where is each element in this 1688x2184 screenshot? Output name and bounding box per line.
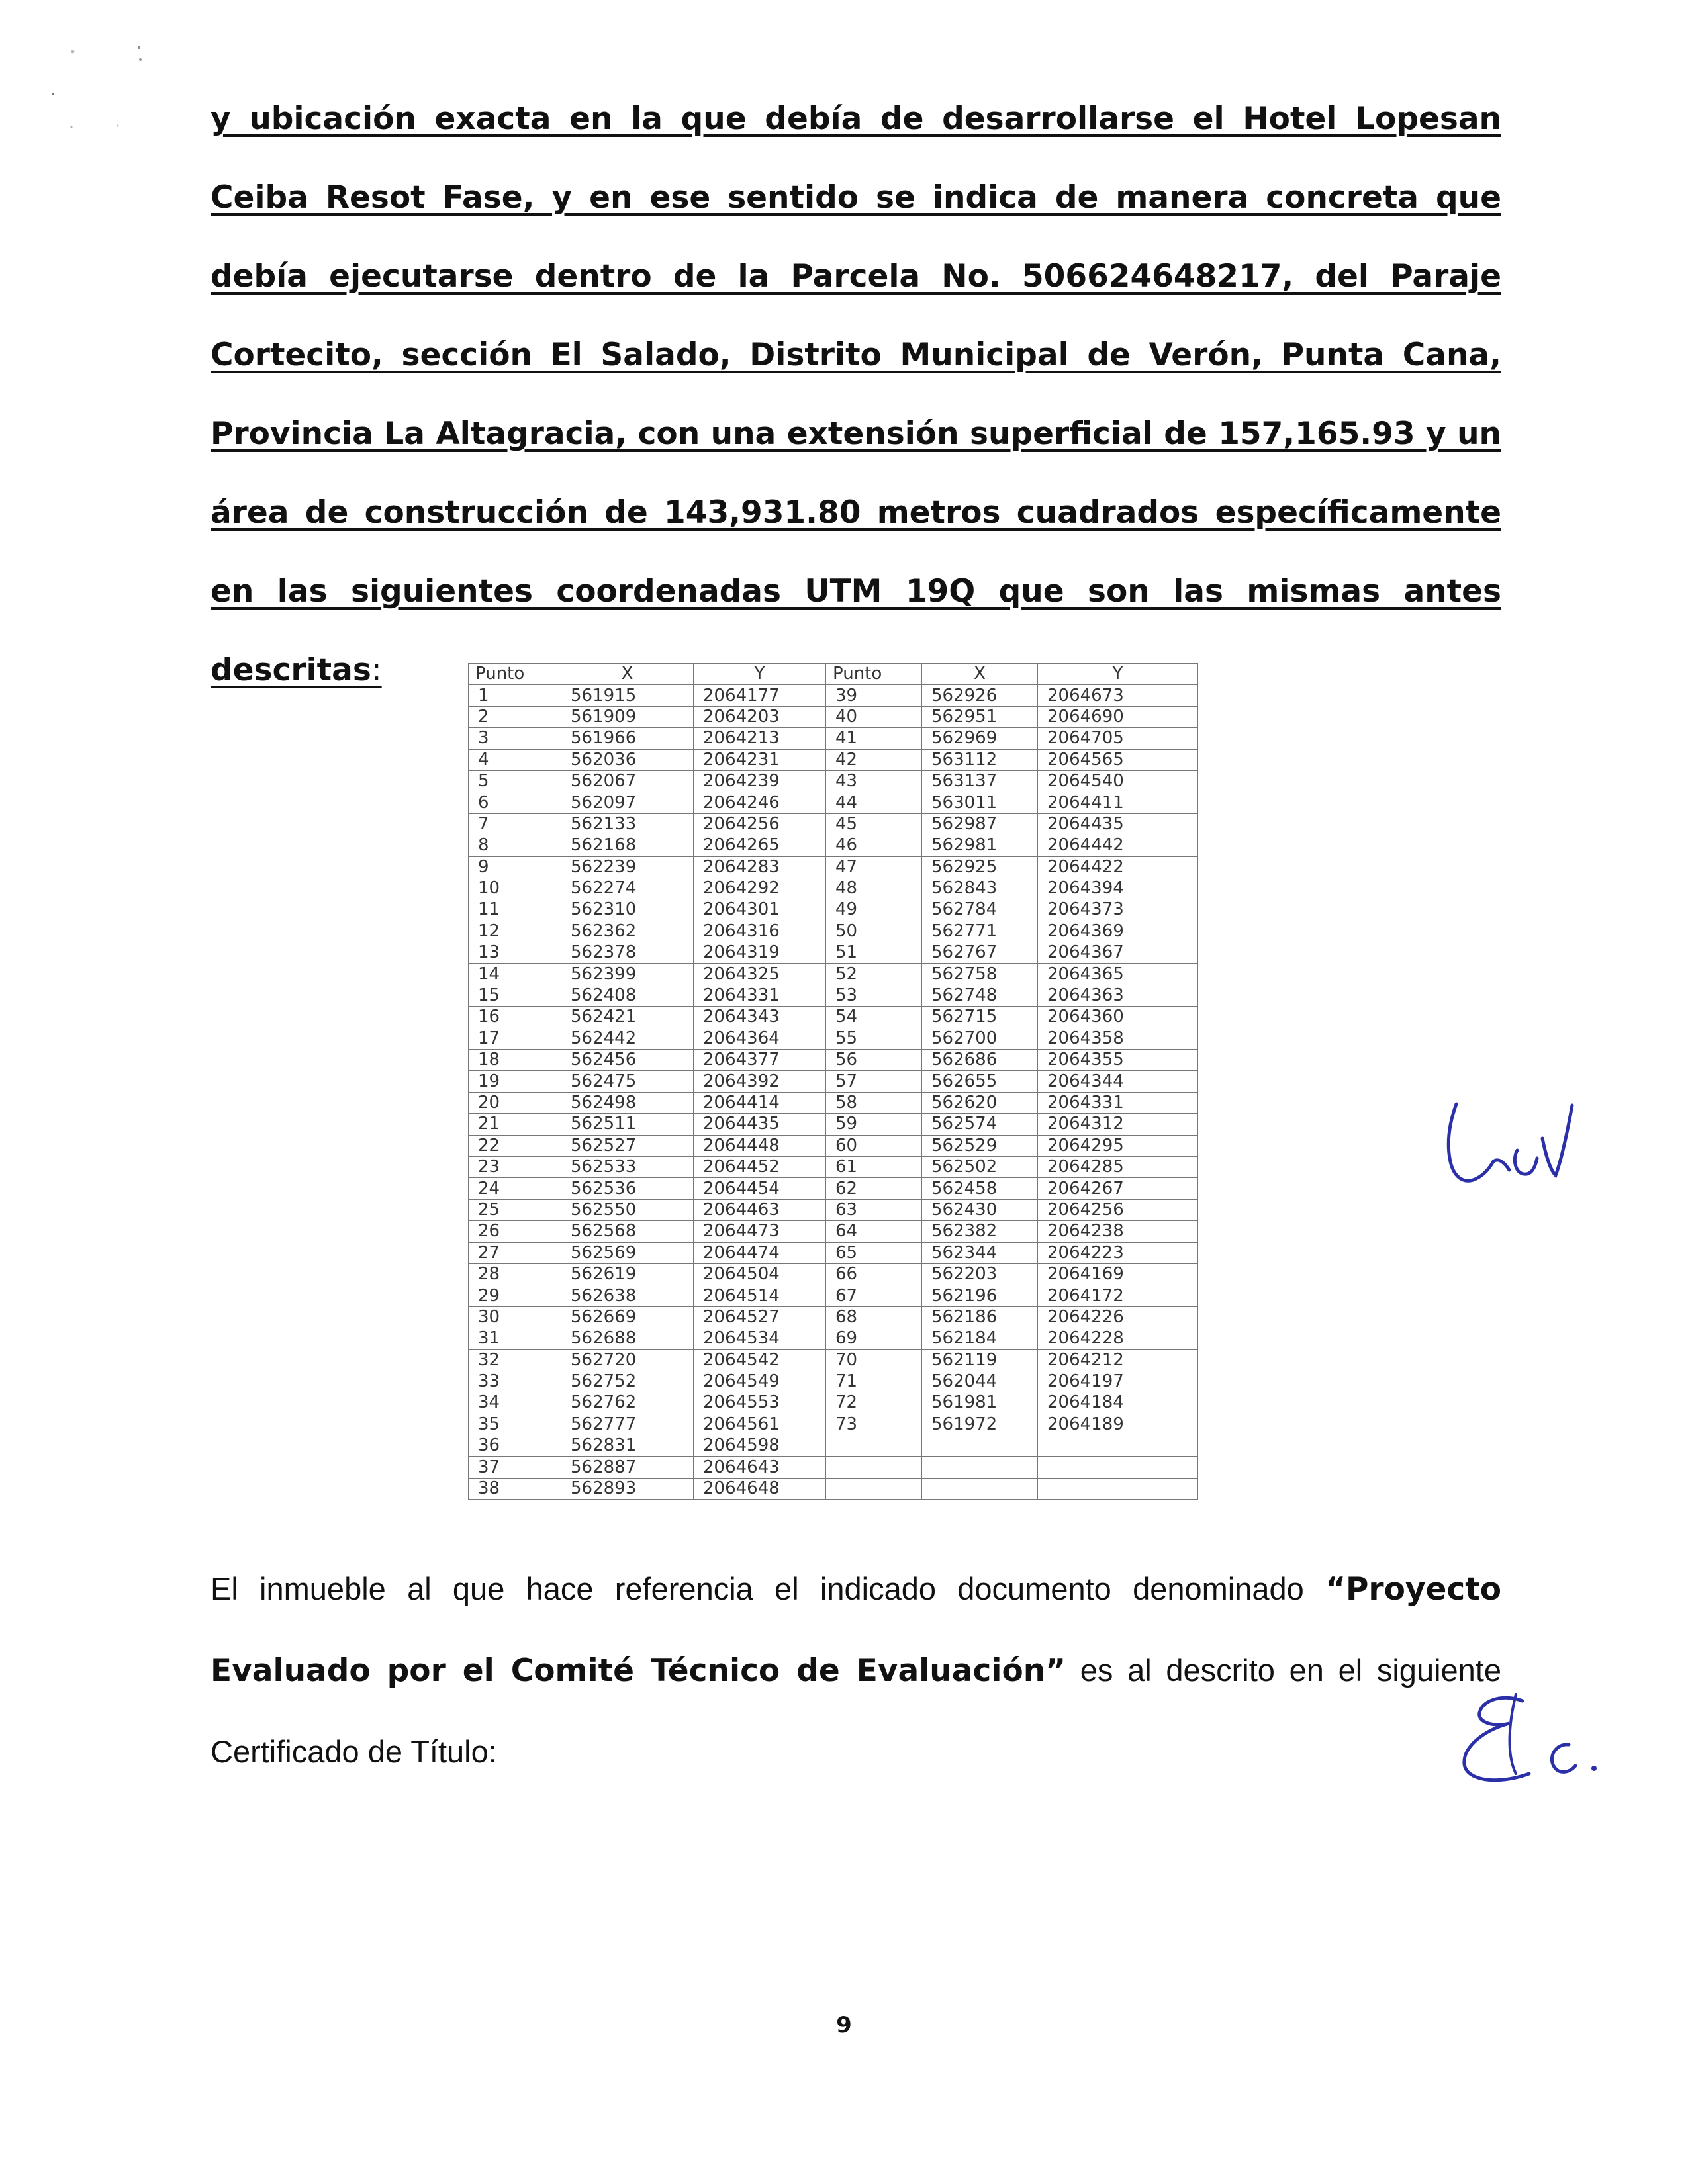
cell-x: 562784 (922, 899, 1038, 921)
cell-x: 562843 (922, 878, 1038, 899)
table-row (469, 921, 1198, 942)
cell-x: 562421 (561, 1007, 694, 1028)
table-row (469, 770, 1198, 792)
cell-y: 2064360 (1038, 1007, 1198, 1028)
cell-x: 562574 (922, 1114, 1038, 1135)
page-number: 9 (836, 2012, 852, 2038)
cell-x: 562951 (922, 706, 1038, 727)
table-row (469, 1135, 1198, 1156)
table-row (469, 813, 1198, 835)
cell-x: 562777 (561, 1414, 694, 1435)
cell-punto: 14 (469, 964, 561, 985)
cell-punto (826, 1478, 922, 1499)
cell-punto (826, 1457, 922, 1478)
cell-x: 562569 (561, 1242, 694, 1263)
cell-x: 562771 (922, 921, 1038, 942)
header-punto: Punto (826, 664, 922, 685)
cell-x (922, 1478, 1038, 1499)
handwritten-initials-upper (1436, 1092, 1595, 1211)
cell-y: 2064301 (694, 899, 826, 921)
cell-y: 2064553 (694, 1392, 826, 1414)
table-row (469, 899, 1198, 921)
cell-y: 2064184 (1038, 1392, 1198, 1414)
cell-punto: 65 (826, 1242, 922, 1263)
cell-y: 2064265 (694, 835, 826, 856)
cell-y: 2064648 (694, 1478, 826, 1499)
cell-punto: 18 (469, 1050, 561, 1071)
cell-x: 562686 (922, 1050, 1038, 1071)
cell-y: 2064239 (694, 770, 826, 792)
cell-y: 2064367 (1038, 942, 1198, 964)
cell-punto: 70 (826, 1349, 922, 1371)
cell-y: 2064358 (1038, 1028, 1198, 1049)
cell-x: 561909 (561, 706, 694, 727)
cell-y: 2064474 (694, 1242, 826, 1263)
cell-y: 2064292 (694, 878, 826, 899)
cell-x: 562168 (561, 835, 694, 856)
cell-punto: 20 (469, 1092, 561, 1113)
cell-punto: 29 (469, 1285, 561, 1306)
cell-x: 561915 (561, 685, 694, 706)
cell-y: 2064197 (1038, 1371, 1198, 1392)
cell-x: 562700 (922, 1028, 1038, 1049)
cell-punto: 59 (826, 1114, 922, 1135)
cell-punto: 34 (469, 1392, 561, 1414)
cell-y: 2064285 (1038, 1156, 1198, 1177)
table-row (469, 792, 1198, 813)
cell-x: 562239 (561, 856, 694, 878)
cell-y: 2064238 (1038, 1221, 1198, 1242)
cell-x: 563011 (922, 792, 1038, 813)
cell-y: 2064504 (694, 1263, 826, 1285)
paragraph-bottom-bold: “Proyecto Evaluado por el Comité Técnico de Evaluación” (211, 1571, 1501, 1689)
cell-punto: 55 (826, 1028, 922, 1049)
cell-x: 562758 (922, 964, 1038, 985)
cell-x: 562620 (922, 1092, 1038, 1113)
cell-punto: 28 (469, 1263, 561, 1285)
cell-x: 562408 (561, 985, 694, 1006)
cell-punto: 3 (469, 728, 561, 749)
cell-y: 2064256 (1038, 1199, 1198, 1220)
cell-punto: 67 (826, 1285, 922, 1306)
cell-punto: 44 (826, 792, 922, 813)
cell-x: 562720 (561, 1349, 694, 1371)
cell-y: 2064231 (694, 749, 826, 770)
cell-punto: 21 (469, 1114, 561, 1135)
cell-y: 2064267 (1038, 1178, 1198, 1199)
cell-x: 562669 (561, 1306, 694, 1328)
cell-x: 562362 (561, 921, 694, 942)
cell-x: 561972 (922, 1414, 1038, 1435)
cell-y: 2064598 (694, 1435, 826, 1457)
table-row (469, 878, 1198, 899)
cell-x: 562097 (561, 792, 694, 813)
cell-y: 2064365 (1038, 964, 1198, 985)
cell-punto: 36 (469, 1435, 561, 1457)
table-row (469, 1328, 1198, 1349)
table-row (469, 749, 1198, 770)
cell-punto: 30 (469, 1306, 561, 1328)
cell-punto: 13 (469, 942, 561, 964)
cell-y: 2064549 (694, 1371, 826, 1392)
cell-y: 2064316 (694, 921, 826, 942)
cell-x: 562036 (561, 749, 694, 770)
cell-y: 2064312 (1038, 1114, 1198, 1135)
cell-punto: 42 (826, 749, 922, 770)
cell-x: 562533 (561, 1156, 694, 1177)
cell-x: 562196 (922, 1285, 1038, 1306)
paragraph-top (211, 79, 1501, 709)
cell-y: 2064295 (1038, 1135, 1198, 1156)
cell-punto: 51 (826, 942, 922, 964)
cell-x (922, 1457, 1038, 1478)
paragraph-top-text: y ubicación exacta en la que debía de desarrollarse el Hotel Lopesan Ceiba Resot Fase, y en ese sentido se indica de manera concreta que debía ejecutarse dentro de la Parcela No. 506624648217, del Paraje Cortecito, sección El Salado, Distrito Municipal de Verón, Punta Cana, Provincia La Altagracia, con una extensión superficial de 157,165.93 y un área de construcción de 143,931.80 metros cuadrados específicamente en las siguientes coordenadas UTM 19Q que son las mismas antes descritas (211, 101, 1501, 688)
cell-x: 562762 (561, 1392, 694, 1414)
cell-punto: 8 (469, 835, 561, 856)
cell-punto: 4 (469, 749, 561, 770)
cell-y: 2064473 (694, 1221, 826, 1242)
cell-punto: 1 (469, 685, 561, 706)
cell-y: 2064673 (1038, 685, 1198, 706)
cell-y (1038, 1457, 1198, 1478)
table-row (469, 706, 1198, 727)
cell-x: 562458 (922, 1178, 1038, 1199)
cell-x: 562987 (922, 813, 1038, 835)
cell-x (922, 1435, 1038, 1457)
handwritten-initials-lower (1443, 1681, 1615, 1800)
table-row (469, 1007, 1198, 1028)
cell-y: 2064369 (1038, 921, 1198, 942)
cell-y: 2064177 (694, 685, 826, 706)
header-punto: Punto (469, 664, 561, 685)
cell-x: 562502 (922, 1156, 1038, 1177)
cell-punto: 52 (826, 964, 922, 985)
table-row (469, 1092, 1198, 1113)
cell-y: 2064534 (694, 1328, 826, 1349)
cell-y: 2064228 (1038, 1328, 1198, 1349)
cell-y: 2064223 (1038, 1242, 1198, 1263)
cell-punto: 17 (469, 1028, 561, 1049)
cell-punto: 22 (469, 1135, 561, 1156)
table-row (469, 1178, 1198, 1199)
cell-x: 562133 (561, 813, 694, 835)
cell-x: 562044 (922, 1371, 1038, 1392)
table-row (469, 1349, 1198, 1371)
table-row (469, 856, 1198, 878)
cell-punto: 35 (469, 1414, 561, 1435)
cell-punto: 61 (826, 1156, 922, 1177)
cell-y: 2064325 (694, 964, 826, 985)
header-y: Y (1038, 664, 1198, 685)
cell-x: 562568 (561, 1221, 694, 1242)
cell-x: 562655 (922, 1071, 1038, 1092)
header-y: Y (694, 664, 826, 685)
cell-y: 2064414 (694, 1092, 826, 1113)
cell-x: 562767 (922, 942, 1038, 964)
cell-y: 2064373 (1038, 899, 1198, 921)
cell-x: 562527 (561, 1135, 694, 1156)
cell-y: 2064527 (694, 1306, 826, 1328)
table-row (469, 1392, 1198, 1414)
cell-x: 562344 (922, 1242, 1038, 1263)
cell-punto: 7 (469, 813, 561, 835)
cell-punto: 71 (826, 1371, 922, 1392)
cell-punto: 43 (826, 770, 922, 792)
cell-x: 562310 (561, 899, 694, 921)
cell-y: 2064643 (694, 1457, 826, 1478)
cell-punto: 10 (469, 878, 561, 899)
header-x: X (561, 664, 694, 685)
table-row (469, 1156, 1198, 1177)
cell-y: 2064435 (1038, 813, 1198, 835)
cell-y: 2064690 (1038, 706, 1198, 727)
cell-y: 2064422 (1038, 856, 1198, 878)
table-row (469, 1285, 1198, 1306)
cell-x: 562399 (561, 964, 694, 985)
paragraph-bottom-part2: es al descrito en el siguiente Certificado de Título: (211, 1653, 1501, 1769)
cell-x: 562203 (922, 1263, 1038, 1285)
cell-x: 561981 (922, 1392, 1038, 1414)
cell-x: 562969 (922, 728, 1038, 749)
cell-y: 2064392 (694, 1071, 826, 1092)
cell-y: 2064343 (694, 1007, 826, 1028)
cell-y: 2064363 (1038, 985, 1198, 1006)
cell-y: 2064448 (694, 1135, 826, 1156)
scan-specks (40, 33, 159, 139)
cell-y: 2064705 (1038, 728, 1198, 749)
cell-punto: 40 (826, 706, 922, 727)
table-row (469, 1478, 1198, 1499)
cell-x: 562184 (922, 1328, 1038, 1349)
cell-punto: 63 (826, 1199, 922, 1220)
table-row (469, 1199, 1198, 1220)
table-row (469, 835, 1198, 856)
cell-punto: 46 (826, 835, 922, 856)
cell-y: 2064213 (694, 728, 826, 749)
cell-x: 562550 (561, 1199, 694, 1220)
cell-punto: 11 (469, 899, 561, 921)
cell-y: 2064561 (694, 1414, 826, 1435)
cell-x: 562186 (922, 1306, 1038, 1328)
cell-punto: 48 (826, 878, 922, 899)
paragraph-bottom (211, 1549, 1501, 1792)
cell-punto: 39 (826, 685, 922, 706)
cell-y: 2064319 (694, 942, 826, 964)
table-row (469, 1371, 1198, 1392)
cell-x: 562748 (922, 985, 1038, 1006)
cell-y: 2064435 (694, 1114, 826, 1135)
cell-y (1038, 1435, 1198, 1457)
table-row (469, 1263, 1198, 1285)
cell-x: 563137 (922, 770, 1038, 792)
cell-punto: 26 (469, 1221, 561, 1242)
cell-punto: 19 (469, 1071, 561, 1092)
cell-y: 2064442 (1038, 835, 1198, 856)
cell-x: 563112 (922, 749, 1038, 770)
cell-x: 562382 (922, 1221, 1038, 1242)
cell-punto: 62 (826, 1178, 922, 1199)
table-row (469, 1028, 1198, 1049)
table-row (469, 964, 1198, 985)
cell-y: 2064377 (694, 1050, 826, 1071)
table-row (469, 985, 1198, 1006)
cell-punto: 27 (469, 1242, 561, 1263)
cell-punto: 73 (826, 1414, 922, 1435)
cell-y: 2064283 (694, 856, 826, 878)
paragraph-top-tail: : (371, 652, 382, 688)
cell-punto: 24 (469, 1178, 561, 1199)
cell-x: 562498 (561, 1092, 694, 1113)
cell-punto: 72 (826, 1392, 922, 1414)
cell-y: 2064203 (694, 706, 826, 727)
cell-punto: 33 (469, 1371, 561, 1392)
cell-punto: 58 (826, 1092, 922, 1113)
cell-punto: 6 (469, 792, 561, 813)
cell-y: 2064331 (1038, 1092, 1198, 1113)
cell-y: 2064226 (1038, 1306, 1198, 1328)
cell-punto: 60 (826, 1135, 922, 1156)
table-row (469, 1071, 1198, 1092)
cell-x: 562831 (561, 1435, 694, 1457)
cell-punto: 32 (469, 1349, 561, 1371)
cell-punto: 31 (469, 1328, 561, 1349)
cell-punto: 54 (826, 1007, 922, 1028)
cell-x: 562511 (561, 1114, 694, 1135)
cell-y: 2064331 (694, 985, 826, 1006)
cell-punto: 23 (469, 1156, 561, 1177)
cell-punto: 38 (469, 1478, 561, 1499)
table-row (469, 1457, 1198, 1478)
cell-x: 562752 (561, 1371, 694, 1392)
table-row (469, 1242, 1198, 1263)
cell-punto: 69 (826, 1328, 922, 1349)
table-row (469, 1050, 1198, 1071)
cell-y: 2064212 (1038, 1349, 1198, 1371)
table-body (469, 685, 1198, 1500)
cell-y: 2064169 (1038, 1263, 1198, 1285)
cell-y: 2064454 (694, 1178, 826, 1199)
cell-punto: 2 (469, 706, 561, 727)
cell-punto: 68 (826, 1306, 922, 1328)
table-row (469, 1306, 1198, 1328)
cell-punto: 47 (826, 856, 922, 878)
cell-y: 2064189 (1038, 1414, 1198, 1435)
cell-punto: 37 (469, 1457, 561, 1478)
cell-punto: 15 (469, 985, 561, 1006)
table-row (469, 728, 1198, 749)
cell-punto: 25 (469, 1199, 561, 1220)
cell-x: 562430 (922, 1199, 1038, 1220)
cell-y: 2064542 (694, 1349, 826, 1371)
cell-y: 2064540 (1038, 770, 1198, 792)
cell-punto: 5 (469, 770, 561, 792)
table-row (469, 685, 1198, 706)
cell-x: 562536 (561, 1178, 694, 1199)
cell-x: 562442 (561, 1028, 694, 1049)
cell-x: 562378 (561, 942, 694, 964)
cell-x: 562638 (561, 1285, 694, 1306)
cell-punto: 66 (826, 1263, 922, 1285)
cell-y: 2064246 (694, 792, 826, 813)
cell-y: 2064463 (694, 1199, 826, 1220)
table-row (469, 1435, 1198, 1457)
cell-x: 562529 (922, 1135, 1038, 1156)
cell-punto: 41 (826, 728, 922, 749)
cell-punto: 16 (469, 1007, 561, 1028)
cell-x: 561966 (561, 728, 694, 749)
cell-x: 562619 (561, 1263, 694, 1285)
cell-y: 2064514 (694, 1285, 826, 1306)
cell-punto: 64 (826, 1221, 922, 1242)
cell-punto: 56 (826, 1050, 922, 1071)
cell-x: 562688 (561, 1328, 694, 1349)
cell-x: 562893 (561, 1478, 694, 1499)
cell-x: 562119 (922, 1349, 1038, 1371)
cell-y: 2064411 (1038, 792, 1198, 813)
cell-y: 2064565 (1038, 749, 1198, 770)
cell-y: 2064394 (1038, 878, 1198, 899)
cell-x: 562887 (561, 1457, 694, 1478)
cell-punto: 50 (826, 921, 922, 942)
table-header-row (469, 664, 1198, 685)
cell-punto: 49 (826, 899, 922, 921)
cell-x: 562715 (922, 1007, 1038, 1028)
table-row (469, 942, 1198, 964)
cell-x: 562067 (561, 770, 694, 792)
cell-x: 562926 (922, 685, 1038, 706)
table-row (469, 1221, 1198, 1242)
cell-y: 2064256 (694, 813, 826, 835)
cell-y: 2064172 (1038, 1285, 1198, 1306)
cell-x: 562981 (922, 835, 1038, 856)
cell-y: 2064355 (1038, 1050, 1198, 1071)
cell-y (1038, 1478, 1198, 1499)
header-x: X (922, 664, 1038, 685)
cell-punto: 45 (826, 813, 922, 835)
cell-punto: 53 (826, 985, 922, 1006)
cell-x: 562475 (561, 1071, 694, 1092)
paragraph-bottom-part1: El inmueble al que hace referencia el indicado documento denominado (211, 1571, 1326, 1606)
cell-punto (826, 1435, 922, 1457)
cell-y: 2064364 (694, 1028, 826, 1049)
table-row (469, 1414, 1198, 1435)
cell-x: 562274 (561, 878, 694, 899)
cell-y: 2064344 (1038, 1071, 1198, 1092)
cell-x: 562925 (922, 856, 1038, 878)
cell-x: 562456 (561, 1050, 694, 1071)
cell-punto: 9 (469, 856, 561, 878)
cell-punto: 57 (826, 1071, 922, 1092)
cell-y: 2064452 (694, 1156, 826, 1177)
cell-punto: 12 (469, 921, 561, 942)
table-row (469, 1114, 1198, 1135)
utm-coordinate-table (468, 663, 1198, 1500)
